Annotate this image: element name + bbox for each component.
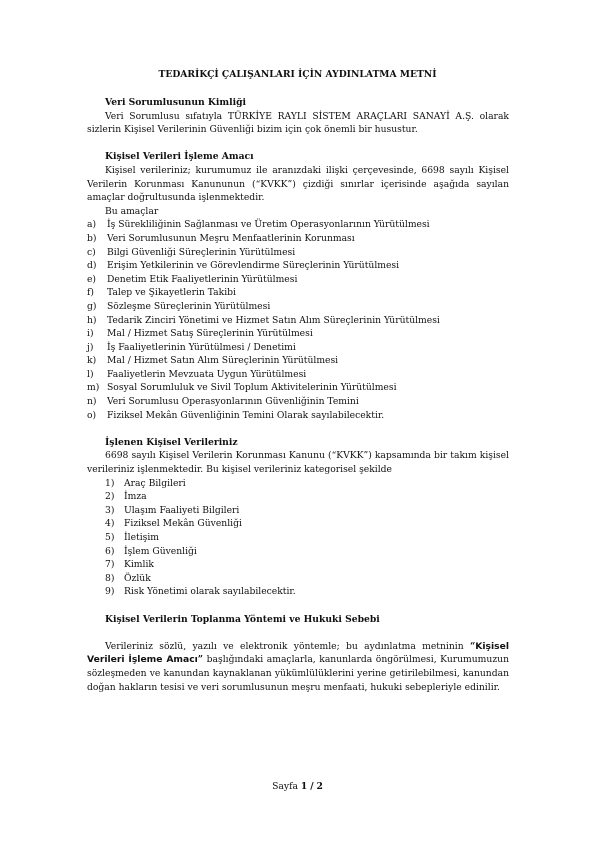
collection-text-after: başlığındaki amaçlarla, kanunlarda öngörülmesi, Kurumumuzun sözleşmeden ve kanundan kaynaklanan yükümlülüklerini yerine getirilebilmesi, kanundan doğan hakların tesisi ve veri sorumlusunun meşru menfaati, hukuki sebepleriyle edinilir. (87, 654, 509, 693)
collection-text-before: Verileriniz sözlü, yazılı ve elektronik yöntemle; bu aydınlatma metninin (105, 640, 470, 652)
list-item-text: Kimlik (124, 559, 154, 571)
list-marker: f) (87, 287, 94, 299)
list-item-text: Faaliyetlerin Mevzuata Uygun Yürütülmesi (107, 368, 307, 380)
processed-list (87, 477, 509, 599)
list-item-text: Risk Yönetimi olarak sayılabilecektir. (124, 586, 296, 598)
list-item (87, 531, 509, 545)
list-marker: 6) (105, 545, 115, 557)
list-item (87, 314, 509, 328)
list-item (87, 368, 509, 382)
list-marker: l) (87, 368, 94, 380)
list-item (87, 517, 509, 531)
list-marker: 5) (105, 532, 115, 543)
list-item (87, 572, 509, 586)
list-item (87, 477, 509, 491)
list-item-text: İletişim (124, 532, 160, 543)
section-heading-collection: Kişisel Verilerin Toplanma Yöntemi ve Hukuki Sebebi (105, 613, 380, 625)
list-item-text: Sözleşme Süreçlerinin Yürütülmesi (107, 300, 271, 312)
list-item-text: Bilgi Güvenliği Süreçlerinin Yürütülmesi (107, 246, 296, 258)
list-item-text: Mal / Hizmet Satış Süreçlerinin Yürütülmesi (107, 328, 313, 340)
section-heading-purpose: Kişisel Verileri İşleme Amacı (105, 151, 254, 163)
list-item (87, 273, 509, 287)
list-item-text: İmza (124, 491, 147, 503)
list-item-text: Fiziksel Mekân Güvenliği (124, 518, 242, 530)
list-marker: 4) (105, 518, 115, 530)
list-item-text: İşlem Güvenliği (124, 545, 197, 557)
list-marker: 3) (105, 504, 115, 516)
list-item-text: Araç Bilgileri (124, 477, 186, 489)
list-marker: a) (87, 219, 97, 231)
page-separator: / (310, 781, 314, 792)
list-marker: g) (87, 300, 97, 312)
list-item-text: Veri Sorumlusu Operasyonlarının Güvenliğinin Temini (107, 396, 359, 408)
collection-emphasis: Kişisel Verileri İşleme Amacı (87, 640, 509, 666)
list-item (87, 354, 509, 368)
section-text-processed: 6698 sayılı Kişisel Verilerin Korunması Kanunu (“KVKK”) kapsamında bir takım kişisel verileriniz işlenmektedir. Bu kişisel verileriniz kategorisel şekilde (87, 450, 509, 476)
collection-quote-close: ” (197, 654, 204, 666)
list-marker: i) (87, 328, 94, 340)
list-item (87, 286, 509, 300)
list-item-text: Erişim Yetkilerinin ve Görevlendirme Süreçlerinin Yürütülmesi (107, 260, 400, 272)
list-item-text: Sosyal Sorumluluk ve Sivil Toplum Aktivitelerinin Yürütülmesi (107, 382, 397, 394)
list-item-text: Ulaşım Faaliyeti Bilgileri (124, 504, 240, 516)
list-item (87, 409, 509, 423)
list-marker: m) (87, 382, 100, 394)
list-marker: j) (87, 341, 94, 353)
page-current: 1 (300, 781, 308, 792)
list-item-text: Mal / Hizmet Satın Alım Süreçlerinin Yürütülmesi (107, 355, 339, 367)
list-item-text: Özlük (124, 572, 151, 584)
list-marker: h) (87, 314, 97, 326)
list-marker: 8) (105, 572, 115, 584)
section-text-purpose: Kişisel verileriniz; kurumumuz ile aranızdaki ilişki çerçevesinde, 6698 sayılı Kişisel Verilerin Korunması Kanununun (“KVKK”) çizdiği sınırlar içerisinde aşağıda sayılan amaçlar doğrultusunda işlenmektedir. (87, 164, 509, 204)
list-marker: e) (87, 273, 97, 285)
list-item (87, 490, 509, 504)
list-item-text: Fiziksel Mekân Güvenliğinin Temini Olarak sayılabilecektir. (107, 409, 385, 421)
list-marker: 9) (105, 586, 115, 598)
purpose-list (87, 218, 509, 422)
list-item-text: İş Faaliyetlerinin Yürütülmesi / Denetimi (107, 341, 296, 353)
list-item-text: İş Sürekliliğinin Sağlanması ve Üretim Operasyonlarının Yürütülmesi (107, 219, 430, 231)
list-marker: o) (87, 409, 97, 421)
page-label: Sayfa (272, 781, 298, 792)
document-title: TEDARİKÇİ ÇALIŞANLARI İÇİN AYDINLATMA METNİ (158, 69, 437, 80)
section-text-identity: Veri Sorumlusu sıfatıyla TÜRKİYE RAYLI SİSTEM ARAÇLARI SANAYİ A.Ş. olarak sizlerin Kişisel Verilerinin Güvenliği bizim için çok önemli bir husustur. (87, 110, 509, 136)
page-total: 2 (316, 781, 323, 792)
page-footer (0, 781, 595, 792)
list-item (87, 395, 509, 409)
list-marker: 2) (105, 491, 115, 503)
list-item-text: Denetim Etik Faaliyetlerinin Yürütülmesi (107, 273, 298, 285)
list-item (87, 327, 509, 341)
document-body (87, 96, 509, 694)
section-heading-identity: Veri Sorumlusunun Kimliği (105, 97, 247, 108)
list-item (87, 246, 509, 260)
list-item-text: Veri Sorumlusunun Meşru Menfaatlerinin Korunması (107, 232, 355, 244)
section-text-collection (87, 640, 509, 694)
list-marker: k) (87, 355, 97, 367)
list-item (87, 232, 509, 246)
list-item (87, 381, 509, 395)
section-heading-processed: İşlenen Kişisel Verileriniz (105, 436, 238, 448)
list-item (87, 504, 509, 518)
list-item (87, 545, 509, 559)
list-item-text: Tedarik Zinciri Yönetimi ve Hizmet Satın Alım Süreçlerinin Yürütülmesi (107, 314, 440, 326)
list-item (87, 558, 509, 572)
list-marker: 1) (105, 477, 115, 489)
list-item (87, 341, 509, 355)
list-marker: 7) (105, 559, 115, 571)
list-item (87, 218, 509, 232)
list-item-text: Talep ve Şikayetlerin Takibi (107, 287, 236, 299)
purpose-list-intro: Bu amaçlar (105, 205, 159, 217)
list-marker: d) (87, 260, 97, 272)
list-marker: b) (87, 232, 97, 244)
list-marker: c) (87, 246, 96, 258)
list-item (87, 300, 509, 314)
list-item (87, 259, 509, 273)
collection-quote-open: “ (469, 640, 476, 652)
list-item (87, 585, 509, 599)
list-marker: n) (87, 396, 97, 408)
